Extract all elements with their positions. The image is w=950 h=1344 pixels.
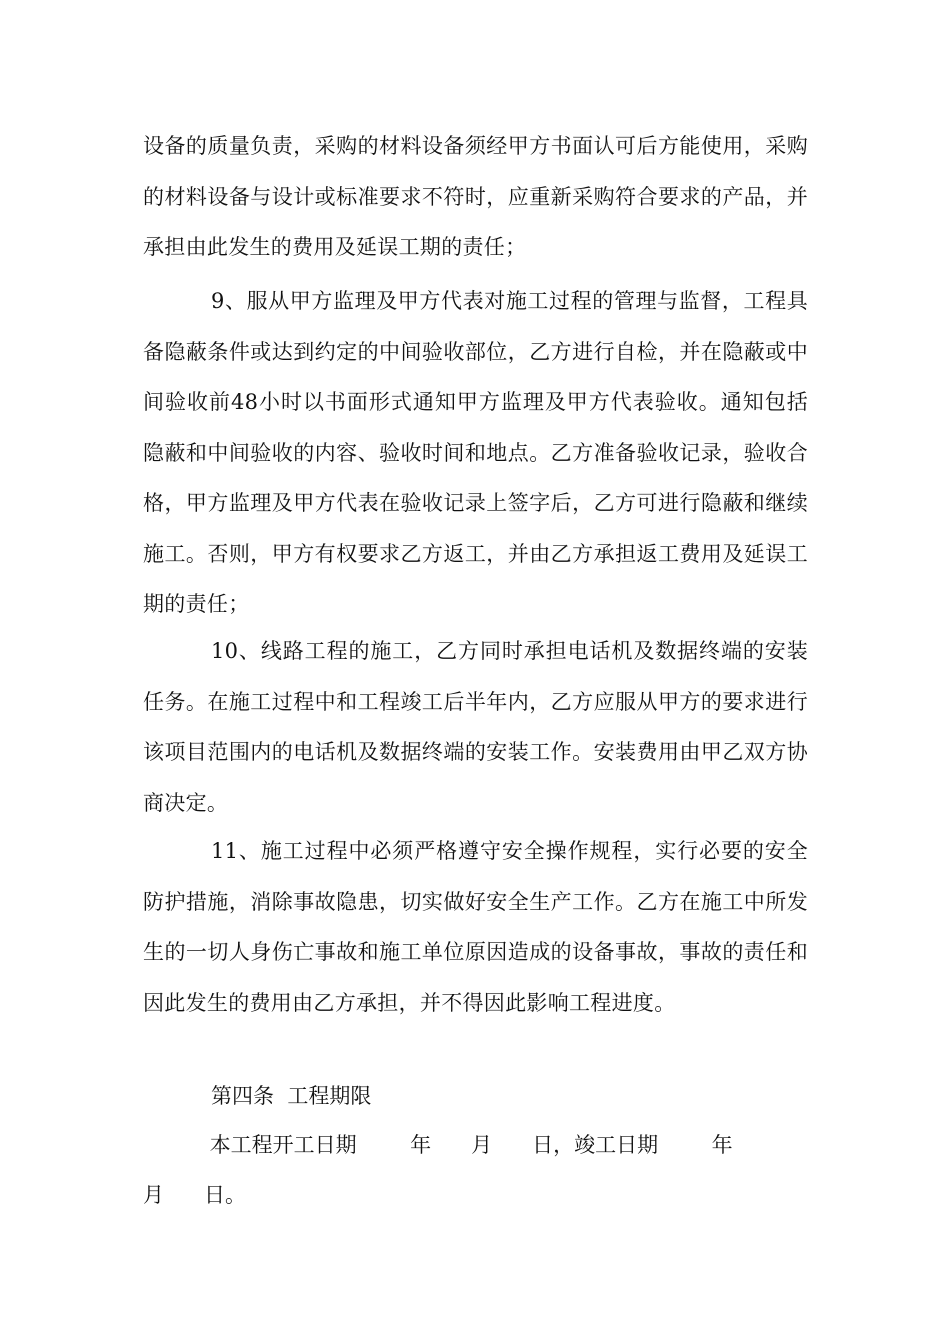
- date-line-1: 本工程开工日期 年 月 日，竣工日期 年: [203, 1133, 733, 1157]
- paragraph-continuation: 设备的质量负责，采购的材料设备须经甲方书面认可后方能使用，采购的材料设备与设计或标准要求不符时，应重新采购符合要求的产品，并承担由此发生的费用及延误工期的责任；: [143, 134, 808, 259]
- paragraph-clause-9: 9、服从甲方监理及甲方代表对施工过程的管理与监督，工程具备隐蔽条件或达到约定的中间验收部位，乙方进行自检，并在隐蔽或中间验收前48小时以书面形式通知甲方监理及甲方代表验收。通知包括隐蔽和中间验收的内容、验收时间和地点。乙方准备验收记录，验收合格，甲方监理及甲方代表在验收记录上签字后，乙方可进行隐蔽和继续施工。否则，甲方有权要求乙方返工，并由乙方承担返工费用及延误工期的责任；: [143, 289, 808, 616]
- paragraph-clause-11: 11、施工过程中必须严格遵守安全操作规程，实行必要的安全防护措施，消除事故隐患，切实做好安全生产工作。乙方在施工中所发生的一切人身伤亡事故和施工单位原因造成的设备事故，事故的责任和因此发生的费用由乙方承担，并不得因此影响工程进度。: [143, 839, 808, 1015]
- paragraph-clause-10: 10、线路工程的施工，乙方同时承担电话机及数据终端的安装任务。在施工过程中和工程竣工后半年内，乙方应服从甲方的要求进行该项目范围内的电话机及数据终端的安装工作。安装费用由甲乙双方协商决定。: [143, 639, 808, 815]
- date-line-2: 月 日。: [143, 1183, 247, 1207]
- section-heading: 第四条 工程期限: [211, 1084, 372, 1108]
